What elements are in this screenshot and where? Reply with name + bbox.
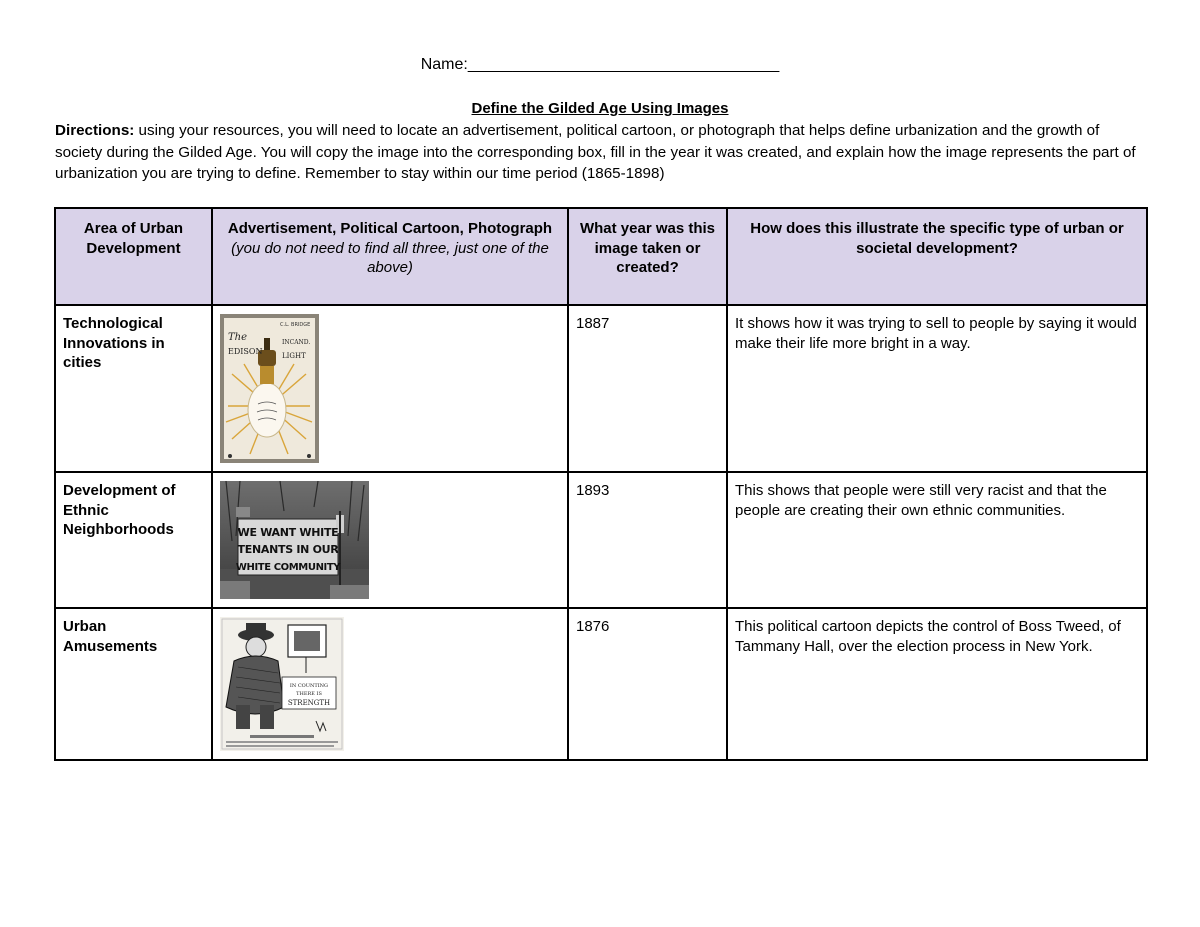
row-year: 1887: [568, 305, 727, 472]
row-image-cell[interactable]: [212, 608, 568, 760]
svg-text:LIGHT: LIGHT: [282, 352, 306, 360]
protest-sign-photograph-icon: [220, 481, 369, 599]
svg-text:The: The: [228, 332, 248, 343]
name-field-line[interactable]: Name:___________________________________: [420, 56, 780, 73]
svg-text:THERE IS: THERE IS: [296, 691, 322, 697]
svg-text:TENANTS IN OUR: TENANTS IN OUR: [237, 543, 339, 556]
svg-text:IN COUNTING: IN COUNTING: [289, 683, 329, 689]
edison-advertisement-icon: [220, 314, 319, 463]
row-area: Urban Amusements: [55, 608, 212, 760]
table-row: [55, 305, 1147, 472]
svg-text:STRENGTH: STRENGTH: [287, 699, 331, 707]
row-explanation: It shows how it was trying to sell to people by saying it would make their life more bright in a way.: [727, 305, 1147, 472]
directions: [55, 120, 1150, 185]
header-media-label: Advertisement, Political Cartoon, Photograph: [227, 220, 553, 237]
header-year: What year was this image taken or created?: [568, 208, 727, 305]
header-row: [55, 208, 1147, 305]
row-image-cell[interactable]: [212, 305, 568, 472]
row-area: Technological Innovations in cities: [55, 305, 212, 472]
page-title: Define the Gilded Age Using Images: [471, 100, 729, 117]
svg-text:INCAND.: INCAND.: [282, 339, 311, 346]
row-explanation: This political cartoon depicts the control of Boss Tweed, of Tammany Hall, over the election process in New York.: [727, 608, 1147, 760]
table-row: [55, 608, 1147, 760]
row-year: 1893: [568, 472, 727, 608]
row-area: Development of Ethnic Neighborhoods: [55, 472, 212, 608]
svg-text:WHITE COMMUNITY: WHITE COMMUNITY: [235, 562, 341, 573]
svg-text:EDISON: EDISON: [228, 347, 263, 356]
svg-text:WE WANT WHITE: WE WANT WHITE: [237, 526, 339, 539]
row-image-cell[interactable]: [212, 472, 568, 608]
header-area: Area of Urban Development: [55, 208, 212, 305]
header-media-note: (you do not need to find all three, just one of the above): [231, 239, 549, 276]
header-explain: How does this illustrate the specific type of urban or societal development?: [727, 208, 1147, 305]
table-row: [55, 472, 1147, 608]
boss-tweed-cartoon-icon: [220, 617, 344, 751]
row-year: 1876: [568, 608, 727, 760]
header-media: [212, 208, 568, 305]
worksheet-table: [54, 207, 1148, 761]
directions-text: using your resources, you will need to locate an advertisement, political cartoon, or photograph that helps define urbanization and the growth of society during the Gilded Age. You will copy the image into the corresponding box, fill in the year it was created, and explain how the image represents the part of urbanization you are trying to define. Remember to stay within our time period (1865-1898): [55, 122, 1136, 182]
row-explanation: This shows that people were still very racist and that the people are creating their own ethnic communities.: [727, 472, 1147, 608]
svg-text:C.L. BRIDGE: C.L. BRIDGE: [280, 322, 311, 328]
directions-label: Directions:: [55, 122, 135, 139]
